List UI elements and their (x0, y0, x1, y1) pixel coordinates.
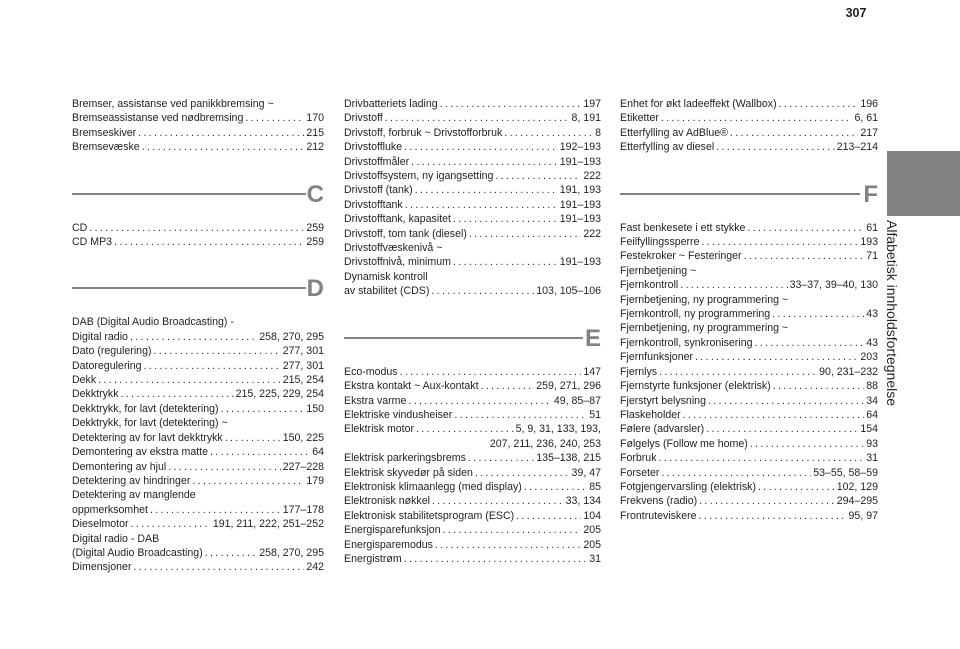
entry-page-ref: 135–138, 215 (536, 452, 601, 465)
index-entry (344, 379, 601, 393)
dot-leader (516, 509, 581, 523)
side-tab-marker (887, 151, 960, 216)
section-letter: F (863, 180, 878, 208)
dot-leader (758, 480, 835, 494)
entry-term: Drivstoffluke (344, 141, 403, 154)
entry-term: Dekktrykk, for lavt (detektering) (72, 402, 219, 415)
entry-page-ref: 53–55, 58–59 (813, 466, 878, 479)
entry-term: Fjernbetjening, ny programmering ~ (620, 293, 789, 306)
entry-term: Energisparefunksjon (344, 524, 441, 537)
entry-term: oppmerksomhet (72, 503, 148, 516)
dot-leader (221, 402, 305, 416)
index-entry (344, 552, 601, 566)
dot-leader (385, 111, 570, 125)
entry-page-ref: 64 (866, 408, 878, 421)
section-letter: E (584, 324, 601, 352)
dot-leader (432, 494, 564, 508)
entry-term: Eco-modus (344, 365, 398, 378)
index-entry (620, 365, 878, 379)
entry-term: Drivstofftank, kapasitet (344, 213, 451, 226)
entry-page-ref: 258, 270, 295 (259, 330, 324, 343)
entry-term: Demontering av hjul (72, 460, 167, 473)
dot-leader (468, 451, 534, 465)
dot-leader (708, 394, 864, 408)
entry-page-ref: 43 (866, 336, 878, 349)
dot-leader (495, 169, 581, 183)
index-entry (72, 532, 324, 561)
index-entry (72, 402, 324, 416)
entry-page-ref: 294–295 (836, 495, 878, 508)
index-entry (344, 422, 601, 451)
index-entry (72, 460, 324, 474)
dot-leader (659, 365, 817, 379)
index-entry (72, 445, 324, 459)
entry-term: Fast benkesete i ett stykke (620, 221, 746, 234)
entry-term: Drivstoffvæskenivå ~ (344, 242, 443, 255)
entry-term: Drivstoffnivå, minimum (344, 256, 451, 269)
group-spacer (72, 249, 324, 265)
entry-term: Elektronisk stabilitetsprogram (ESC) (344, 509, 515, 522)
index-entry (344, 394, 601, 408)
dot-leader (138, 126, 304, 140)
index-entry (344, 451, 601, 465)
section-letter-header (72, 171, 324, 221)
index-entry (344, 155, 601, 169)
dot-leader (754, 336, 864, 350)
index-entry (620, 293, 878, 322)
entry-page-ref: 177–178 (282, 503, 324, 516)
entry-term: Enhet for økt ladeeffekt (Wallbox) (620, 98, 777, 110)
entry-term: Fjernkontroll, ny programmering (620, 308, 771, 321)
entry-page-ref: 277, 301 (282, 359, 324, 372)
entry-term: Etiketter (620, 112, 659, 125)
entry-page-ref: 277, 301 (282, 345, 324, 358)
entry-page-ref: 222 (583, 170, 601, 183)
entry-page-ref: 147 (583, 365, 601, 378)
entry-page-ref: 93 (866, 437, 878, 450)
entry-page-ref: 150, 225 (282, 431, 324, 444)
index-entry (72, 488, 324, 517)
index-entry (72, 97, 324, 126)
index-entry (620, 451, 878, 465)
entry-page-ref: 191, 193 (559, 184, 601, 197)
entry-term: Fjernbetjening ~ (620, 264, 697, 277)
dot-leader (772, 307, 864, 321)
entry-page-ref: 51 (589, 408, 601, 421)
entry-page-ref: 61 (866, 221, 878, 234)
dot-leader (773, 379, 864, 393)
dot-leader (131, 517, 211, 531)
index-entry (72, 416, 324, 445)
entry-term: Detektering av hindringer (72, 474, 191, 487)
dot-leader (683, 408, 865, 422)
dot-leader (404, 140, 558, 154)
dot-leader (404, 552, 588, 566)
entry-term: Digital radio - DAB (72, 532, 160, 545)
index-entry (344, 523, 601, 537)
index-entry (72, 474, 324, 488)
dot-leader (144, 359, 281, 373)
dot-leader (400, 365, 582, 379)
dot-leader (730, 126, 858, 140)
entry-page-ref: 193 (860, 236, 878, 249)
index-entry (620, 494, 878, 508)
group-spacer (72, 155, 324, 171)
entry-page-ref: 102, 129 (836, 480, 878, 493)
entry-page-ref: 227–228 (282, 460, 324, 473)
index-entry (620, 321, 878, 350)
entry-term: Forseter (620, 466, 660, 479)
entry-term: Fjernkontroll (620, 279, 679, 292)
entry-term: Fjernkontroll, synkronisering (620, 336, 753, 349)
entry-term: Fotgjengervarsling (elektrisk) (620, 480, 757, 493)
entry-term: Etterfylling av AdBlue® (620, 126, 728, 139)
index-entry (620, 509, 878, 523)
entry-term: Dato (regulering) (72, 345, 152, 358)
entry-term: Drivstoffsystem, ny igangsetting (344, 170, 494, 183)
index-entry (72, 221, 324, 235)
entry-page-ref: 64 (312, 446, 324, 459)
dot-leader (130, 330, 257, 344)
dot-leader (405, 198, 558, 212)
entry-term: Frekvens (radio) (620, 495, 698, 508)
entry-page-ref: 43 (866, 308, 878, 321)
index-column-2 (344, 97, 601, 566)
entry-term: av stabilitet (CDS) (344, 285, 430, 298)
dot-leader (524, 480, 587, 494)
entry-page-ref: 212 (306, 141, 324, 154)
index-entry (72, 373, 324, 387)
entry-term: Digital radio (72, 330, 128, 343)
index-entry (620, 480, 878, 494)
entry-term: Elektrisk skyvedør på siden (344, 466, 473, 479)
dot-leader (192, 474, 304, 488)
entry-page-ref: 196 (860, 98, 878, 110)
index-entry (344, 111, 601, 125)
dot-leader (121, 387, 234, 401)
dot-leader (706, 422, 858, 436)
dot-leader (680, 278, 787, 292)
entry-page-ref: 31 (866, 452, 878, 465)
index-entry (620, 97, 878, 111)
dot-leader (475, 466, 570, 480)
dot-leader (168, 460, 281, 474)
dot-leader (245, 111, 304, 125)
index-entry (620, 249, 878, 263)
entry-term: Bremseskiver (72, 126, 137, 139)
dot-leader (453, 212, 558, 226)
dot-leader (435, 538, 581, 552)
entry-term: Fjernstyrte funksjoner (elektrisk) (620, 380, 771, 393)
index-column-3 (620, 97, 878, 523)
entry-page-ref: 34 (866, 394, 878, 407)
entry-term: Etterfylling av diesel (620, 141, 715, 154)
dot-leader (133, 560, 304, 574)
page-number: 307 (845, 6, 867, 20)
index-entry (72, 517, 324, 531)
entry-term: CD MP3 (72, 236, 113, 249)
entry-term: Følere (advarsler) (620, 423, 705, 436)
section-letter-header (620, 171, 878, 221)
entry-page-ref: 90, 231–232 (819, 365, 878, 378)
index-entry (344, 494, 601, 508)
index-entry (620, 350, 878, 364)
entry-term: Drivstoff, forbruk ~ Drivstofforbruk (344, 126, 503, 139)
index-entry (344, 408, 601, 422)
dot-leader (210, 445, 310, 459)
entry-page-ref: 215, 254 (282, 374, 324, 387)
dot-leader (411, 155, 558, 169)
entry-page-ref: 191–193 (559, 198, 601, 211)
index-entry (344, 212, 601, 226)
entry-page-ref: 33–37, 39–40, 130 (789, 279, 878, 292)
index-entry (72, 387, 324, 401)
side-tab-label (878, 220, 922, 520)
dot-leader (225, 431, 281, 445)
entry-term: Energistrøm (344, 552, 402, 565)
index-entry (72, 344, 324, 358)
entry-page-ref: 49, 85–87 (553, 394, 601, 407)
entry-page-ref: 213–214 (836, 141, 878, 154)
entry-page-ref-continued: 207, 211, 236, 240, 253 (489, 437, 601, 450)
entry-term: Elektronisk nøkkel (344, 495, 430, 508)
side-tab-text: Alfabetisk innholdsfortegnelse (884, 220, 900, 407)
section-divider (72, 193, 306, 195)
entry-page-ref: 179 (306, 474, 324, 487)
index-entry (620, 466, 878, 480)
index-entry (344, 169, 601, 183)
dot-leader (89, 221, 304, 235)
entry-page-ref: 85 (589, 480, 601, 493)
section-divider (72, 287, 306, 289)
index-entry (72, 126, 324, 140)
entry-term: Dekk (72, 374, 97, 387)
entry-term: Dynamisk kontroll (344, 270, 428, 283)
dot-leader (415, 183, 558, 197)
entry-term: Elektriske vindusheiser (344, 408, 453, 421)
entry-term: Feilfyllingssperre (620, 236, 700, 249)
entry-term: Dekktrykk, for lavt (detektering) ~ (72, 417, 228, 430)
entry-term: Bremser, assistanse ved panikkbremsing ~ (72, 98, 274, 110)
index-entry (344, 140, 601, 154)
index-entry (620, 235, 878, 249)
entry-term: Forbruk (620, 452, 657, 465)
entry-term: (Digital Audio Broadcasting) (72, 546, 203, 559)
entry-page-ref: 205 (583, 538, 601, 551)
entry-term: Elektrisk parkeringsbrems (344, 452, 466, 465)
entry-page-ref: 203 (860, 351, 878, 364)
entry-page-ref: 217 (860, 126, 878, 139)
index-entry (344, 198, 601, 212)
section-letter: D (306, 275, 324, 303)
entry-page-ref: 258, 270, 295 (259, 546, 324, 559)
entry-term: Flaskeholder (620, 408, 681, 421)
entry-page-ref: 259 (306, 221, 324, 234)
entry-page-ref: 5, 9, 31, 133, 193, (515, 423, 601, 436)
entry-page-ref: 39, 47 (571, 466, 601, 479)
index-entry (620, 408, 878, 422)
dot-leader (699, 494, 835, 508)
entry-page-ref: 71 (866, 250, 878, 263)
entry-term: Følgelys (Follow me home) (620, 437, 748, 450)
dot-leader (454, 408, 587, 422)
dot-leader (453, 255, 558, 269)
entry-term: Fjernbetjening, ny programmering ~ (620, 322, 789, 335)
index-entry (72, 235, 324, 249)
entry-term: Frontruteviskere (620, 509, 697, 522)
dot-leader (504, 126, 593, 140)
dot-leader (661, 466, 811, 480)
dot-leader (699, 509, 847, 523)
entry-term: Fjerstyrt belysning (620, 394, 706, 407)
section-letter-header (72, 265, 324, 315)
index-entry (344, 97, 601, 111)
dot-leader (744, 249, 865, 263)
entry-term: Elektronisk klimaanlegg (med display) (344, 480, 522, 493)
entry-page-ref: 33, 134 (565, 495, 601, 508)
entry-term: Drivbatteriets lading (344, 98, 438, 110)
dot-leader (142, 140, 305, 154)
index-entry (344, 466, 601, 480)
entry-page-ref: 191–193 (559, 213, 601, 226)
dot-leader (114, 235, 304, 249)
index-entry (620, 379, 878, 393)
section-letter-header (344, 315, 601, 365)
dot-leader (416, 422, 514, 436)
entry-page-ref: 6, 61 (854, 112, 878, 125)
entry-page-ref: 88 (866, 380, 878, 393)
dot-leader (481, 379, 535, 393)
entry-page-ref: 191–193 (559, 155, 601, 168)
index-entry (344, 270, 601, 299)
dot-leader (205, 546, 257, 560)
group-spacer (344, 299, 601, 315)
section-divider (344, 337, 583, 339)
entry-term: Drivstoff (344, 112, 383, 125)
entry-page-ref: 215, 225, 229, 254 (235, 388, 324, 401)
index-entry (620, 394, 878, 408)
dot-leader (98, 373, 281, 387)
entry-page-ref: 31 (589, 552, 601, 565)
entry-term: Elektrisk motor (344, 423, 415, 436)
entry-term: Drivstofftank (344, 198, 403, 211)
entry-term: Dekktrykk (72, 388, 119, 401)
entry-page-ref: 197 (583, 98, 601, 110)
entry-term: Datoregulering (72, 359, 142, 372)
entry-term: DAB (Digital Audio Broadcasting) - (72, 316, 234, 329)
dot-leader (716, 140, 835, 154)
entry-page-ref: 170 (306, 112, 324, 125)
index-entry (344, 183, 601, 197)
entry-term: Dimensjoner (72, 561, 132, 574)
group-spacer (620, 155, 878, 171)
entry-term: Energisparemodus (344, 538, 433, 551)
entry-page-ref: 205 (583, 524, 601, 537)
dot-leader (750, 437, 864, 451)
index-entry (344, 227, 601, 241)
entry-term: Bremseassistanse ved nødbremsing (72, 112, 244, 125)
entry-page-ref: 259, 271, 296 (536, 380, 601, 393)
index-entry (344, 241, 601, 270)
index-entry (620, 437, 878, 451)
entry-page-ref: 192–193 (559, 141, 601, 154)
index-entry (72, 315, 324, 344)
index-entry (344, 480, 601, 494)
entry-page-ref: 154 (860, 423, 878, 436)
index-entry (620, 126, 878, 140)
entry-term: Ekstra varme (344, 394, 407, 407)
entry-term: Fjernfunksjoner (620, 351, 694, 364)
entry-term: Fjernlys (620, 365, 658, 378)
entry-term: Drivstoffmåler (344, 155, 410, 168)
entry-term: Dieselmotor (72, 518, 129, 531)
entry-page-ref: 8 (595, 126, 601, 139)
entry-page-ref: 215 (306, 126, 324, 139)
entry-term: Drivstoff (tank) (344, 184, 413, 197)
dot-leader (659, 451, 865, 465)
index-entry (344, 509, 601, 523)
dot-leader (431, 284, 534, 298)
entry-term: Detektering av for lavt dekktrykk (72, 431, 223, 444)
index-entry (344, 126, 601, 140)
entry-page-ref: 191–193 (559, 256, 601, 269)
entry-term: CD (72, 221, 88, 234)
entry-term: Detektering av manglende (72, 489, 196, 502)
index-entry (344, 365, 601, 379)
dot-leader (747, 221, 864, 235)
entry-term: Ekstra kontakt ~ Aux-kontakt (344, 380, 479, 393)
entry-page-ref: 150 (306, 402, 324, 415)
dot-leader (154, 344, 281, 358)
dot-leader (661, 111, 853, 125)
entry-term: Festekroker ~ Festeringer (620, 250, 742, 263)
entry-page-ref: 191, 211, 222, 251–252 (212, 518, 324, 531)
dot-leader (408, 394, 551, 408)
entry-page-ref: 242 (306, 561, 324, 574)
entry-page-ref: 95, 97 (848, 509, 878, 522)
dot-leader (469, 227, 581, 241)
index-entry (620, 111, 878, 125)
index-entry (620, 264, 878, 293)
index-entry (344, 538, 601, 552)
entry-page-ref: 259 (306, 236, 324, 249)
entry-term: Bremsevæske (72, 141, 140, 154)
section-divider (620, 193, 860, 195)
index-entry (72, 359, 324, 373)
entry-page-ref: 8, 191 (571, 112, 601, 125)
index-column-1 (72, 97, 324, 575)
section-letter: C (306, 180, 324, 208)
dot-leader (443, 523, 582, 537)
dot-leader (150, 503, 281, 517)
entry-page-ref: 104 (583, 509, 601, 522)
entry-term: Demontering av ekstra matte (72, 446, 209, 459)
entry-page-ref: 222 (583, 227, 601, 240)
index-entry (72, 140, 324, 154)
entry-term: Drivstoff, tom tank (diesel) (344, 227, 467, 240)
index-entry (620, 221, 878, 235)
index-entry (620, 422, 878, 436)
index-entry (72, 560, 324, 574)
dot-leader (440, 97, 582, 111)
dot-leader (779, 97, 859, 111)
dot-leader (695, 350, 858, 364)
entry-page-ref: 103, 105–106 (536, 285, 601, 298)
index-entry (620, 140, 878, 154)
dot-leader (701, 235, 858, 249)
